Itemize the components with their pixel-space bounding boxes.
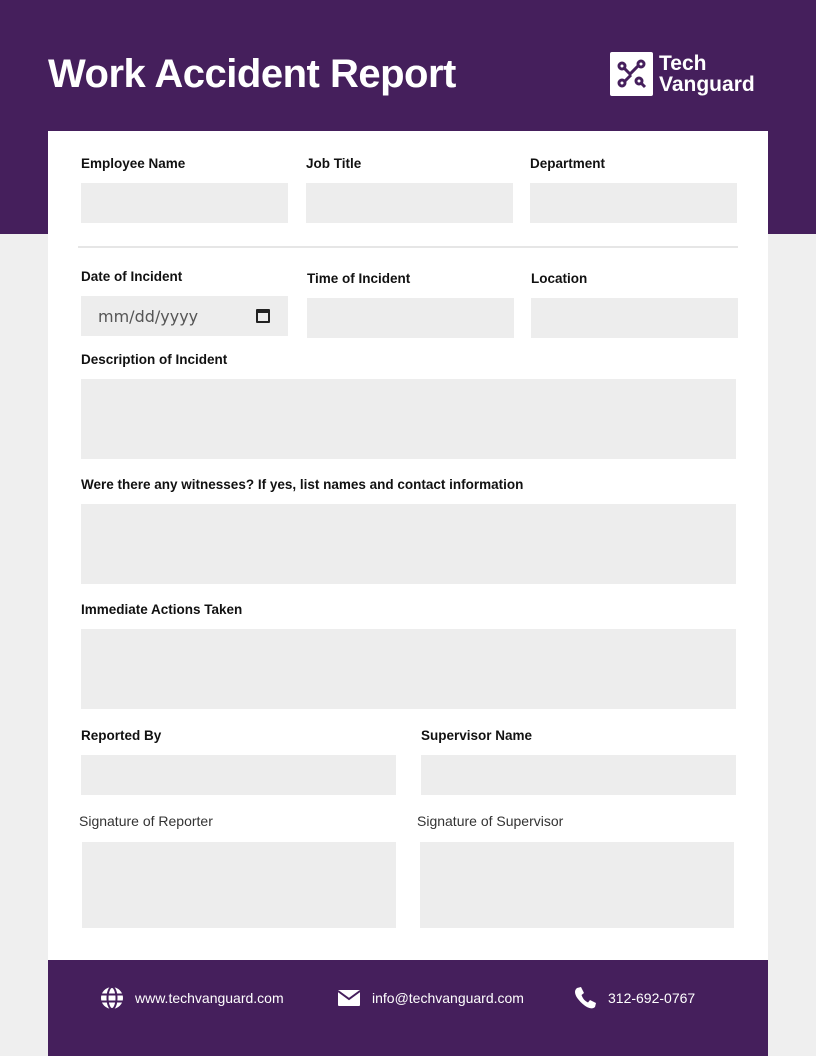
logo-line-2: Vanguard bbox=[659, 73, 755, 96]
footer-email[interactable] bbox=[337, 986, 524, 1010]
location-label: Location bbox=[531, 271, 588, 286]
job-title-label: Job Title bbox=[306, 156, 362, 171]
globe-icon bbox=[100, 986, 124, 1010]
footer-phone[interactable] bbox=[573, 986, 695, 1010]
description-textarea[interactable] bbox=[81, 379, 736, 459]
footer bbox=[48, 960, 768, 1056]
circuit-logo-icon bbox=[610, 52, 653, 96]
signature-reporter-label: Signature of Reporter bbox=[79, 813, 213, 829]
email-text: info@techvanguard.com bbox=[372, 990, 524, 1006]
location-input[interactable] bbox=[531, 298, 738, 338]
description-label: Description of Incident bbox=[81, 352, 228, 367]
logo bbox=[610, 52, 755, 96]
signature-reporter-box[interactable] bbox=[82, 842, 396, 928]
section-divider bbox=[78, 246, 738, 248]
date-placeholder: mm/dd/yyyy bbox=[98, 306, 199, 326]
date-of-incident-label: Date of Incident bbox=[81, 269, 183, 284]
time-of-incident-label: Time of Incident bbox=[307, 271, 411, 286]
witnesses-textarea[interactable] bbox=[81, 504, 736, 584]
phone-icon bbox=[573, 986, 597, 1010]
supervisor-name-label: Supervisor Name bbox=[421, 728, 533, 743]
signature-supervisor-box[interactable] bbox=[420, 842, 734, 928]
actions-textarea[interactable] bbox=[81, 629, 736, 709]
date-of-incident-input[interactable] bbox=[81, 296, 288, 336]
signature-supervisor-label: Signature of Supervisor bbox=[417, 813, 564, 829]
logo-line-1: Tech bbox=[659, 52, 707, 75]
department-label: Department bbox=[530, 156, 606, 171]
reported-by-input[interactable] bbox=[81, 755, 396, 795]
time-of-incident-input[interactable] bbox=[307, 298, 514, 338]
employee-name-input[interactable] bbox=[81, 183, 288, 223]
reported-by-label: Reported By bbox=[81, 728, 162, 743]
page-title: Work Accident Report bbox=[48, 52, 456, 96]
envelope-icon bbox=[337, 986, 361, 1010]
employee-name-label: Employee Name bbox=[81, 156, 186, 171]
actions-label: Immediate Actions Taken bbox=[81, 602, 243, 617]
website-text: www.techvanguard.com bbox=[135, 990, 284, 1006]
logo-text bbox=[659, 53, 755, 95]
department-input[interactable] bbox=[530, 183, 737, 223]
form-card bbox=[48, 131, 768, 960]
job-title-input[interactable] bbox=[306, 183, 513, 223]
phone-text: 312-692-0767 bbox=[608, 990, 696, 1006]
calendar-icon[interactable] bbox=[256, 309, 270, 323]
supervisor-name-input[interactable] bbox=[421, 755, 736, 795]
witnesses-label: Were there any witnesses? If yes, list names and contact information bbox=[81, 477, 524, 492]
footer-website[interactable] bbox=[100, 986, 284, 1010]
